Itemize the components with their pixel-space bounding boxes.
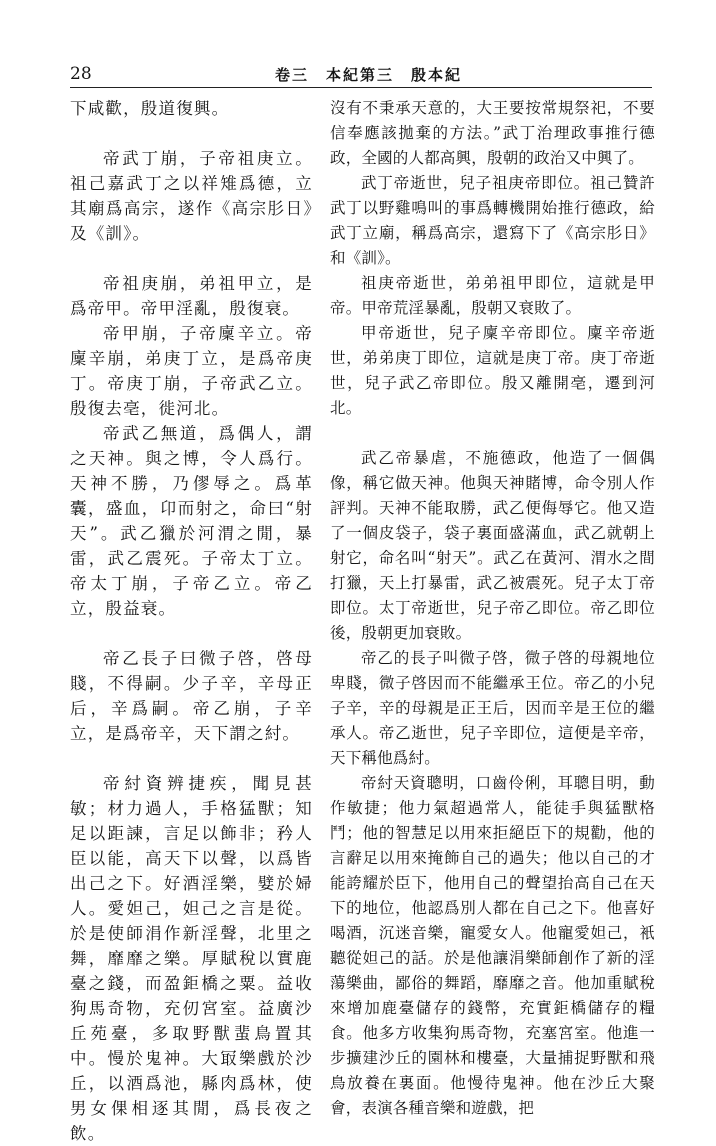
paragraph-gap bbox=[70, 246, 313, 271]
paragraph: 下咸歡，殷道復興。 bbox=[70, 99, 230, 118]
page-header bbox=[0, 0, 716, 90]
paragraph: 帝祖庚崩，弟祖甲立，是爲帝甲。帝甲淫亂，殷復衰。 bbox=[70, 274, 313, 318]
paragraph: 帝乙的長子叫微子啓，微子啓的母親地位卑賤，微子啓因而不能繼承王位。帝乙的小兒子辛，辛的母親是正王后，因而辛是王位的繼承人。帝乙逝世，兒子辛即位，這便是辛帝，天下稱他爲紂。 bbox=[330, 649, 655, 767]
paragraph-gap bbox=[330, 421, 655, 446]
paragraph: 帝甲崩，子帝廩辛立。帝廩辛崩，弟庚丁立，是爲帝庚丁。帝庚丁崩，子帝武乙立。殷復去亳，徙河北。 bbox=[70, 324, 313, 418]
paragraph: 甲帝逝世，兒子廩辛帝即位。廩辛帝逝世，弟弟庚丁即位，這就是庚丁帝。庚丁帝逝世，兒子武乙帝即位。殷又離開亳，遷到河北。 bbox=[330, 324, 655, 417]
paragraph: 帝武乙無道，爲偶人，謂之天神。與之博，令人爲行。天神不勝，乃僇辱之。爲革囊，盛血，卬而射之，命曰“射天”。武乙獵於河渭之閒，暴雷，武乙震死。子帝太丁立。帝太丁崩，子帝乙立。帝乙立，殷益衰。 bbox=[70, 424, 313, 618]
paragraph: 祖庚帝逝世，弟弟祖甲即位，這就是甲帝。甲帝荒淫暴亂，殷朝又衰敗了。 bbox=[330, 274, 655, 317]
classical-text-column bbox=[70, 96, 313, 1146]
page-number: 28 bbox=[70, 64, 92, 84]
paragraph-gap bbox=[70, 121, 313, 146]
paragraph: 帝紂資辨捷疾，聞見甚敏；材力過人，手格猛獸；知足以距諫，言足以飾非；矜人臣以能，高天下以聲，以爲皆出己之下。好酒淫樂，嬖於婦人。愛妲己，妲己之言是從。於是使師涓作新淫聲，北里之舞，靡靡之樂。厚賦稅以實鹿臺之錢，而盈鉅橋之粟。益收狗馬奇物，充仞宮室。益廣沙丘苑臺，多取野獸蜚鳥置其中。慢於鬼神。大冣樂戲於沙丘，以酒爲池，縣肉爲林，使男女倮相逐其閒，爲長夜之飲。 bbox=[70, 774, 313, 1143]
paragraph: 帝紂天資聰明，口齒伶俐，耳聰目明，動作敏捷；他力氣超過常人，能徒手與猛獸格鬥；他的智慧足以用來拒絕臣下的規勸，他的言辭足以用來掩飾自己的過失；他以自己的才能誇耀於臣下，他用自己的聲望抬高自己在天下的地位，他認爲別人都在自己之下。他喜好喝酒，沉迷音樂，寵愛女人。他寵愛妲己，衹聽從妲己的話。於是他讓涓樂師創作了新的淫蕩樂曲，鄙俗的舞蹈，靡靡之音。他加重賦稅來增加鹿臺儲存的錢幣，充實鉅橋儲存的糧食。他多方收集狗馬奇物，充塞宮室。他進一步擴建沙丘的園林和樓臺，大量捕捉野獸和飛鳥放養在裏面。他慢待鬼神。他在沙丘大聚會，表演各種音樂和遊戲，把 bbox=[330, 774, 655, 1117]
paragraph: 武乙帝暴虐，不施德政，他造了一個偶像，稱它做天神。他與天神賭博，命令別人作評判。天神不能取勝，武乙便侮辱它。他又造了一個皮袋子，袋子裏面盛滿血，武乙就朝上射它，命名叫“射天”。武乙在黃河、渭水之間打獵，天上打暴雷，武乙被震死。兒子太丁帝即位。太丁帝逝世，兒子帝乙即位。帝乙即位後，殷朝更加衰敗。 bbox=[330, 449, 655, 642]
paragraph: 沒有不秉承天意的，大王要按常規祭祀，不要信奉應該拋棄的方法。”武丁治理政事推行德政，全國的人都高興，殷朝的政治又中興了。 bbox=[330, 99, 655, 167]
paragraph: 武丁帝逝世，兒子祖庚帝即位。祖己贊許武丁以野雞鳴叫的事爲轉機開始推行德政，給武丁立廟，稱爲高宗，還寫下了《高宗肜日》和《訓》。 bbox=[330, 174, 655, 267]
paragraph-gap bbox=[70, 746, 313, 771]
header-rule bbox=[70, 87, 652, 88]
paragraph: 帝乙長子曰微子啓，啓母賤，不得嗣。少子辛，辛母正后，辛爲嗣。帝乙崩，子辛立，是爲帝辛，天下謂之紂。 bbox=[70, 649, 313, 743]
running-title: 卷三 本紀第三 殷本紀 bbox=[275, 66, 463, 84]
paragraph: 帝武丁崩，子帝祖庚立。祖己嘉武丁之以祥雉爲德，立其廟爲高宗，遂作《高宗肜日》及《訓》。 bbox=[70, 149, 313, 243]
translation-column bbox=[330, 96, 655, 1121]
paragraph-gap bbox=[70, 621, 313, 646]
